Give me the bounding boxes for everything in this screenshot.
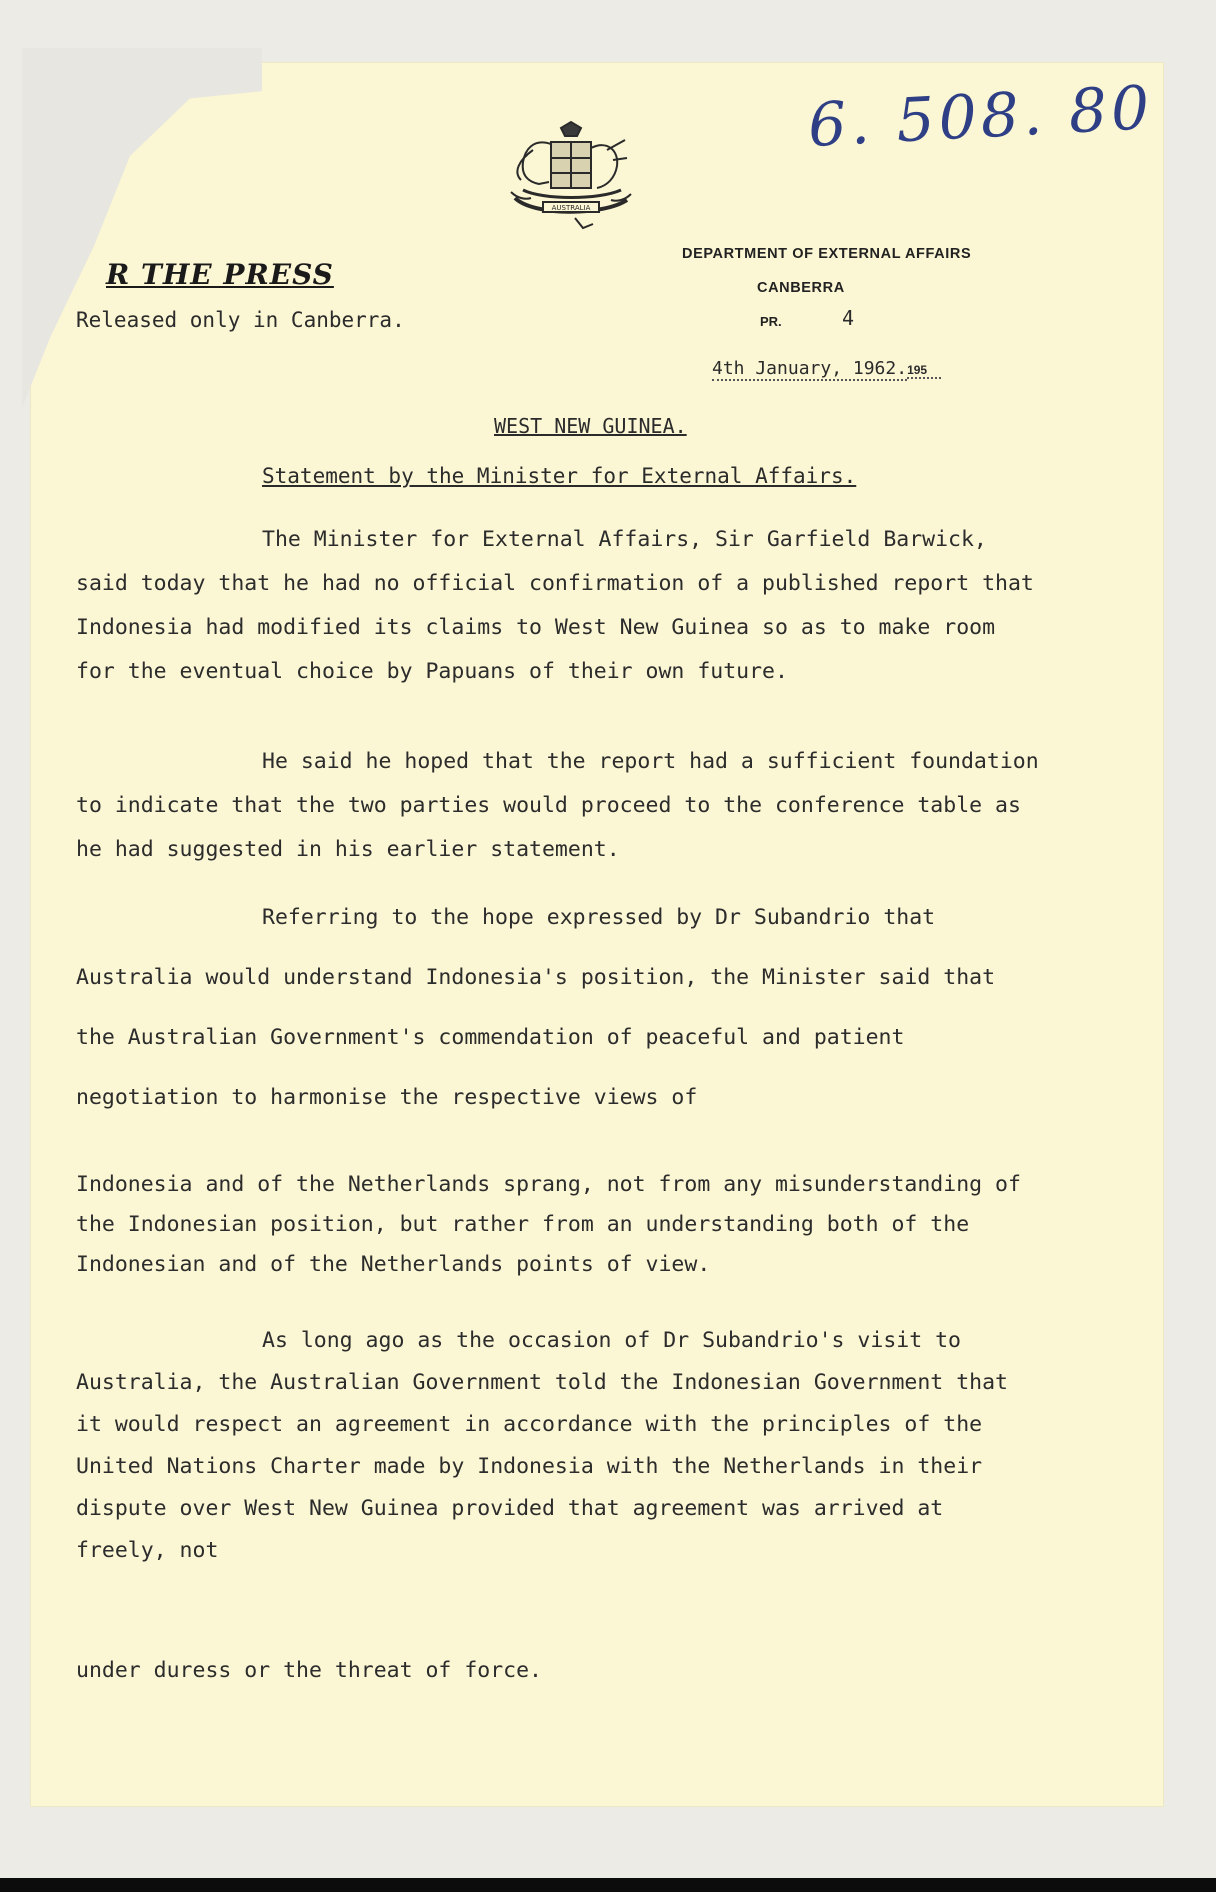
date-line (712, 358, 941, 379)
body-paragraph: As long ago as the occasion of Dr Subandrio's visit to Australia, the Australian Government told the Indonesian Government that it would respect an agreement in accordance with the principles of the United Nations Charter made by Indonesia with the Netherlands in their dispute over West New Guinea provided that agreement was arrived at freely, not (76, 1328, 1008, 1563)
scan-edge (0, 1878, 1216, 1892)
press-release-number: 4 (842, 306, 855, 330)
press-release-title: R THE PRESS (106, 258, 334, 291)
body-paragraph: under duress or the threat of force. (76, 1658, 542, 1683)
press-release-label: PR. (760, 314, 782, 329)
body-paragraph: Referring to the hope expressed by Dr Subandrio that Australia would understand Indonesia's position, the Minister said that the Australian Government's commendation of peaceful and patient negotiation to harmonise the respective views of (76, 905, 996, 1110)
headline: WEST NEW GUINEA. (494, 414, 687, 438)
crest-caption: AUSTRALIA (551, 204, 591, 212)
printed-year-field: 195 (907, 363, 941, 379)
release-date: 4th January, 1962. (712, 358, 908, 379)
coat-of-arms-icon (503, 120, 639, 234)
body-paragraph: The Minister for External Affairs, Sir Garfield Barwick, said today that he had no official confirmation of a published report that Indonesia had modified its claims to West New Guinea so as to make room for the eventual choice by Papuans of their own future. (76, 527, 1034, 684)
handwritten-reference-number: 6. 508. 80 (806, 73, 1155, 161)
department-name: DEPARTMENT OF EXTERNAL AFFAIRS (682, 246, 972, 262)
department-city: CANBERRA (757, 280, 845, 296)
release-note: Released only in Canberra. (76, 308, 405, 332)
body-paragraph: He said he hoped that the report had a sufficient foundation to indicate that the two parties would proceed to the conference table as he had suggested in his earlier statement. (76, 749, 1039, 862)
body-paragraph: Indonesia and of the Netherlands sprang, not from any misunderstanding of the Indonesian position, but rather from an understanding both of the Indonesian and of the Netherlands points of view. (76, 1172, 1021, 1277)
subheadline: Statement by the Minister for External Affairs. (262, 464, 857, 488)
